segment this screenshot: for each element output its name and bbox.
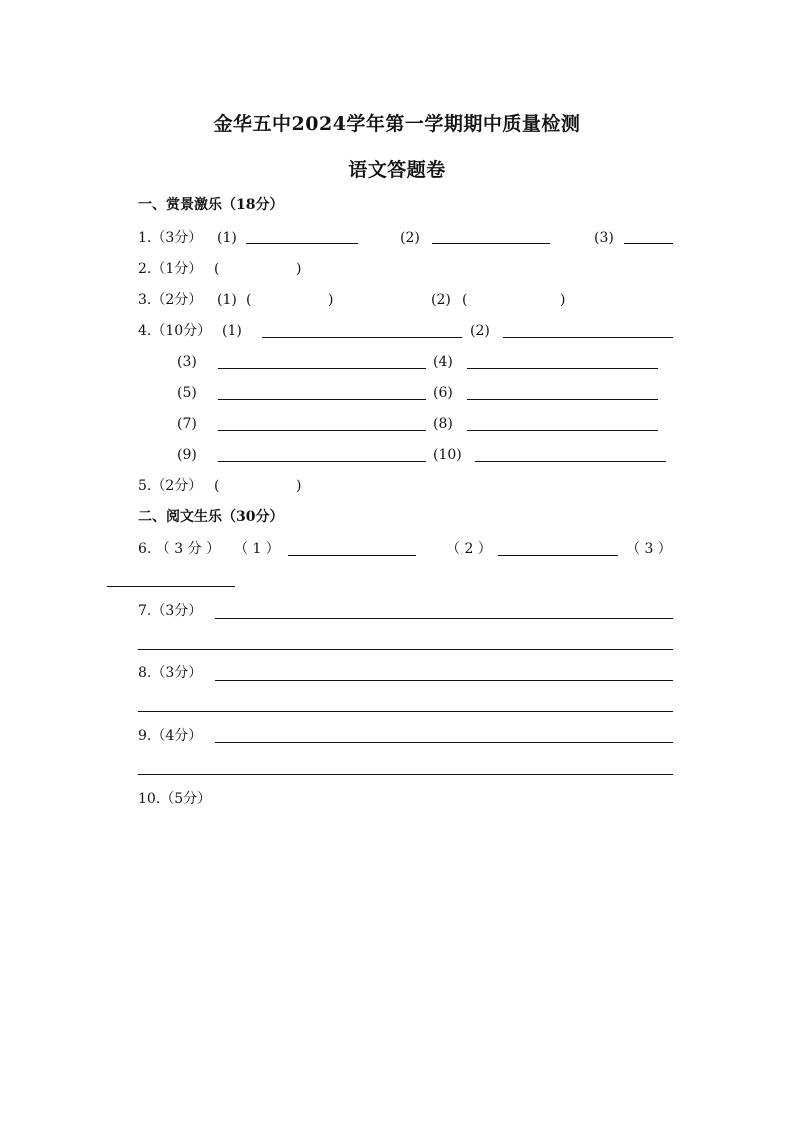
answer-line-q4-3[interactable] [218,368,426,369]
question-4-part-9: (9) [177,447,197,463]
question-3-2-close-paren: ) [560,292,566,308]
answer-line-q4-5[interactable] [218,399,426,400]
question-3-part-2: (2) [431,292,451,308]
question-4-part-6: (6) [433,385,453,401]
question-8-label: 8.（3分） [138,665,203,681]
question-4-part-2: (2) [470,323,490,339]
question-1-part-2: (2) [400,230,420,246]
question-1-part-3: (3) [594,230,614,246]
question-3-label: 3.（2分） [138,292,203,308]
answer-line-q9-2[interactable] [138,774,673,775]
question-1-label: 1.（3分） [138,230,203,246]
answer-line-q4-1[interactable] [262,337,462,338]
question-6-part-3: （ 3 ） [626,541,672,557]
answer-line-q6-1[interactable] [288,555,416,556]
answer-line-q8-2[interactable] [138,711,673,712]
question-4-part-10: (10) [433,447,462,463]
question-4-label: 4.（10分） [138,323,212,339]
answer-line-q7-2[interactable] [138,649,673,650]
answer-line-q6-3[interactable] [107,586,235,587]
question-4-part-1: (1) [222,323,242,339]
answer-line-q1-2[interactable] [432,243,550,244]
question-4-part-3: (3) [177,354,197,370]
page-subtitle: 语文答题卷 [348,159,446,181]
answer-line-q4-8[interactable] [467,430,658,431]
answer-line-q4-7[interactable] [218,430,426,431]
answer-line-q4-6[interactable] [467,399,658,400]
question-2-label: 2.（1分） [138,261,203,277]
question-5-close-paren: ) [296,478,302,494]
question-4-part-4: (4) [433,354,453,370]
question-4-part-5: (5) [177,385,197,401]
question-10-label: 10.（5分） [138,791,212,807]
question-5-label: 5.（2分） [138,478,203,494]
question-6-part-2: （ 2 ） [446,541,492,557]
page-title: 金华五中2024学年第一学期期中质量检测 [213,113,581,135]
answer-line-q7-1[interactable] [215,618,673,619]
question-2-close-paren: ) [296,261,302,277]
answer-line-q1-1[interactable] [246,243,358,244]
question-3-1-close-paren: ) [328,292,334,308]
question-1-part-1: (1) [217,230,237,246]
section-heading-2: 二、阅文生乐（30分） [138,509,284,525]
question-6-label: 6. （ 3 分 ） [138,541,221,557]
answer-line-q8-1[interactable] [215,680,673,681]
answer-line-q4-2[interactable] [503,337,673,338]
answer-line-q6-2[interactable] [498,555,618,556]
question-3-1-open-paren: ( [246,292,252,308]
answer-line-q1-3[interactable] [624,243,673,244]
answer-line-q4-9[interactable] [218,461,426,462]
question-9-label: 9.（4分） [138,728,203,744]
question-5-open-paren: ( [214,478,220,494]
question-4-part-7: (7) [177,416,197,432]
question-2-open-paren: ( [214,261,220,277]
section-heading-1: 一、赏景激乐（18分） [138,197,284,213]
answer-line-q4-10[interactable] [475,461,666,462]
answer-line-q9-1[interactable] [215,742,673,743]
question-3-2-open-paren: ( [462,292,468,308]
question-6-part-1: （ 1 ） [234,541,280,557]
question-4-part-8: (8) [433,416,453,432]
answer-line-q4-4[interactable] [467,368,658,369]
question-3-part-1: (1) [217,292,237,308]
question-7-label: 7.（3分） [138,603,203,619]
